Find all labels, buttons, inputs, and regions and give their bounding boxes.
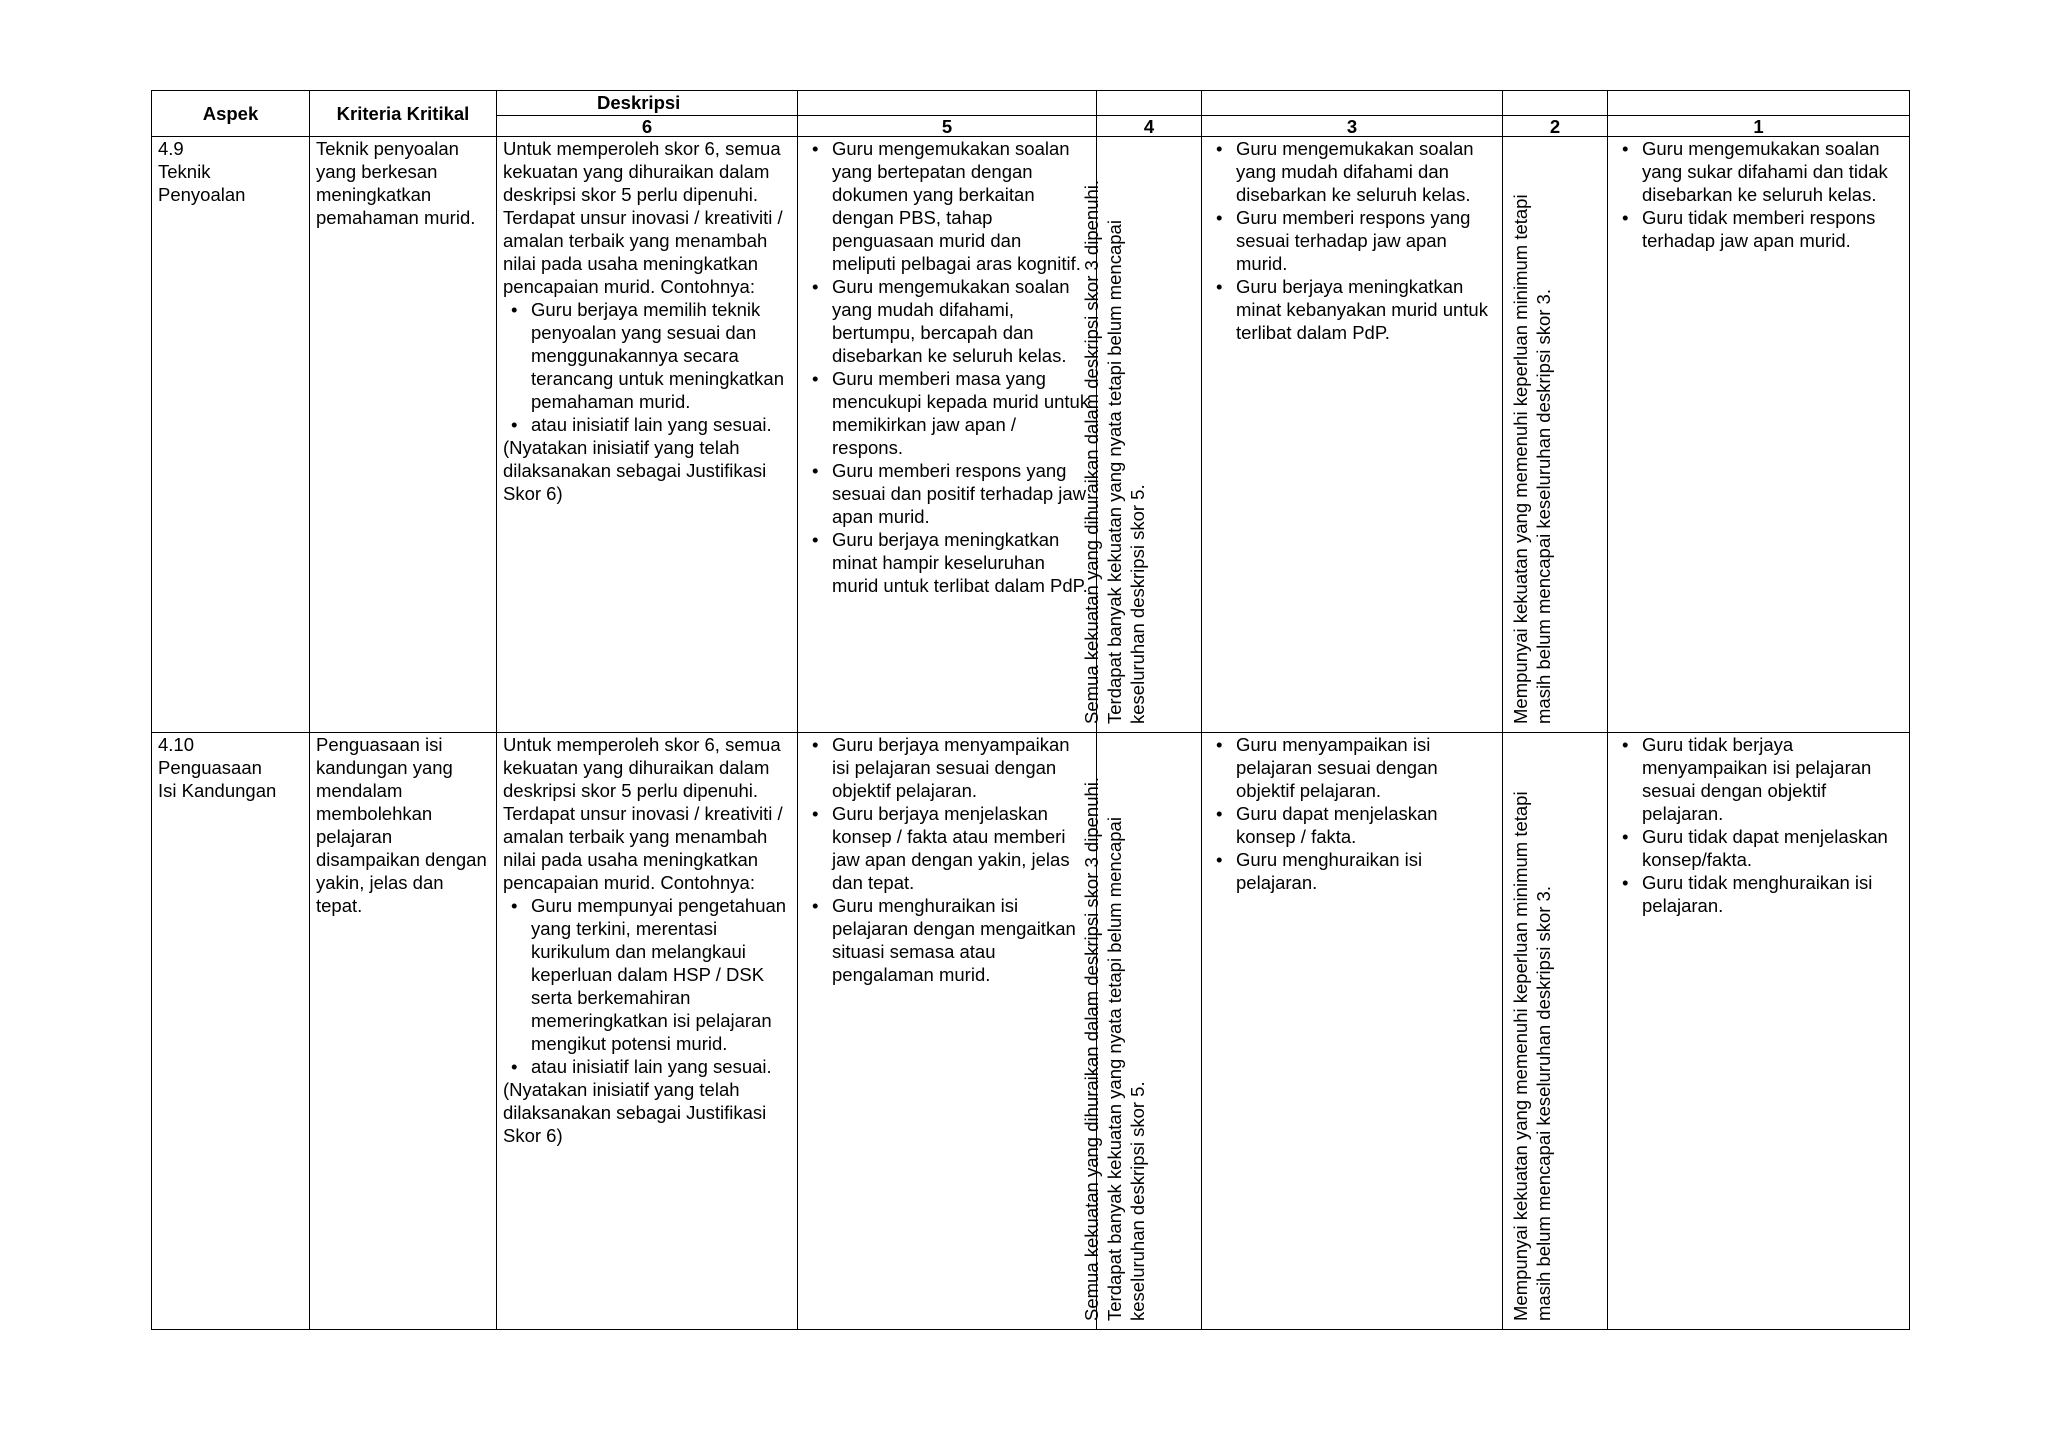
score-6-cell bbox=[497, 137, 798, 733]
list-item: • Guru mempunyai pengetahuan yang terkini, merentasi kurikulum dan melangkaui keperluan dalam HSP / DSK serta berkemahiran memeringkatkan isi pelajaran mengikut potensi murid. bbox=[531, 894, 791, 1055]
score-4-cell bbox=[1081, 137, 1202, 733]
score-3-list bbox=[1208, 137, 1496, 344]
score-3-cell bbox=[1202, 137, 1503, 733]
score-6-list bbox=[503, 298, 791, 436]
score-1-list bbox=[1614, 137, 1903, 252]
score-3: 3 bbox=[1202, 116, 1503, 137]
aspek-cell bbox=[152, 733, 310, 1330]
list-item: • Guru mengemukakan soalan yang mudah difahami, bertumpu, bercapah dan disebarkan ke seluruh kelas. bbox=[832, 275, 1090, 367]
score-5-list bbox=[804, 137, 1090, 597]
list-item: • Guru tidak dapat menjelaskan konsep/fakta. bbox=[1642, 825, 1903, 871]
list-item: • Guru memberi masa yang mencukupi kepada murid untuk memikirkan jaw apan / respons. bbox=[832, 367, 1090, 459]
score-6-cell bbox=[497, 733, 798, 1330]
list-item: • Guru tidak berjaya menyampaikan isi pelajaran sesuai dengan objektif pelajaran. bbox=[1642, 733, 1903, 825]
score-4-cell bbox=[1081, 733, 1202, 1330]
aspek-line: Isi Kandungan bbox=[158, 780, 277, 801]
header-blank bbox=[1503, 91, 1608, 116]
list-item: • Guru menyampaikan isi pelajaran sesuai dengan objektif pelajaran. bbox=[1236, 733, 1496, 802]
score-5-cell bbox=[798, 137, 1097, 733]
score-4: 4 bbox=[1097, 116, 1202, 137]
score-4-text: Semua kekuatan yang dihuraikan dalam deskripsi skor 3 dipenuhi. Terdapat banyak kekuatan yang nyata tetapi belum mencapai keseluruhan deskripsi skor 5. bbox=[1081, 179, 1148, 724]
aspek-cell bbox=[152, 137, 310, 733]
kriteria-text: Penguasaan isi kandungan yang mendalam membolehkan pelajaran disampaikan dengan yakin, jelas dan tepat. bbox=[316, 734, 487, 916]
kriteria-cell bbox=[310, 137, 497, 733]
list-item: • Guru mengemukakan soalan yang mudah difahami dan disebarkan ke seluruh kelas. bbox=[1236, 137, 1496, 206]
header-blank bbox=[1608, 91, 1910, 116]
kriteria-text: Teknik penyoalan yang berkesan meningkatkan pemahaman murid. bbox=[316, 138, 476, 228]
header-blank bbox=[798, 91, 1097, 116]
list-item: • Guru memberi respons yang sesuai dan positif terhadap jaw apan murid. bbox=[832, 459, 1090, 528]
score-3-list bbox=[1208, 733, 1496, 894]
list-item: • atau inisiatif lain yang sesuai. bbox=[531, 1055, 791, 1078]
score-3-cell bbox=[1202, 733, 1503, 1330]
list-item: • Guru memberi respons yang sesuai terhadap jaw apan murid. bbox=[1236, 206, 1496, 275]
header-row bbox=[152, 91, 1910, 116]
score-2-cell bbox=[1503, 137, 1608, 733]
aspek-line: Penyoalan bbox=[158, 184, 246, 205]
list-item: • Guru mengemukakan soalan yang bertepatan dengan dokumen yang berkaitan dengan PBS, tahap penguasaan murid dan meliputi pelbagai aras kognitif. bbox=[832, 137, 1090, 275]
list-item: • Guru berjaya meningkatkan minat kebanyakan murid untuk terlibat dalam PdP. bbox=[1236, 275, 1496, 344]
score-6-note: (Nyatakan inisiatif yang telah dilaksanakan sebagai Justifikasi Skor 6) bbox=[503, 437, 767, 504]
score-5-list bbox=[804, 733, 1090, 986]
score-2-cell bbox=[1503, 733, 1608, 1330]
score-2-text: Mempunyai kekuatan yang memenuhi keperluan minimum tetapi masih belum mencapai keseluruhan deskripsi skor 3. bbox=[1510, 194, 1554, 724]
header-aspek: Aspek bbox=[152, 91, 310, 137]
header-blank bbox=[1202, 91, 1503, 116]
list-item: • Guru dapat menjelaskan konsep / fakta. bbox=[1236, 802, 1496, 848]
list-item: • Guru menghuraikan isi pelajaran dengan mengaitkan situasi semasa atau pengalaman murid. bbox=[832, 894, 1090, 986]
score-2-text: Mempunyai kekuatan yang memenuhi keperluan minimum tetapi masih belum mencapai keseluruhan deskripsi skor 3. bbox=[1510, 791, 1554, 1321]
list-item: • Guru berjaya menyampaikan isi pelajaran sesuai dengan objektif pelajaran. bbox=[832, 733, 1090, 802]
score-5-cell bbox=[798, 733, 1097, 1330]
aspek-line: Teknik bbox=[158, 161, 211, 182]
kriteria-cell bbox=[310, 733, 497, 1330]
score-6-intro: Untuk memperoleh skor 6, semua kekuatan yang dihuraikan dalam deskripsi skor 5 perlu dipenuhi. Terdapat unsur inovasi / kreativiti / amalan terbaik yang menambah nilai pada usaha meningkatkan pencapaian murid. Contohnya: bbox=[503, 734, 783, 893]
score-1-cell bbox=[1608, 733, 1910, 1330]
list-item: • atau inisiatif lain yang sesuai. bbox=[531, 413, 791, 436]
score-6-intro: Untuk memperoleh skor 6, semua kekuatan yang dihuraikan dalam deskripsi skor 5 perlu dipenuhi. Terdapat unsur inovasi / kreativiti / amalan terbaik yang menambah nilai pada usaha meningkatkan pencapaian murid. Contohnya: bbox=[503, 138, 783, 297]
list-item: • Guru berjaya meningkatkan minat hampir keseluruhan murid untuk terlibat dalam PdP. bbox=[832, 528, 1090, 597]
list-item: • Guru berjaya memilih teknik penyoalan yang sesuai dan menggunakannya secara terancang untuk meningkatkan pemahaman murid. bbox=[531, 298, 791, 413]
score-6: 6 bbox=[497, 116, 798, 137]
list-item: • Guru berjaya menjelaskan konsep / fakta atau memberi jaw apan dengan yakin, jelas dan tepat. bbox=[832, 802, 1090, 894]
list-item: • Guru menghuraikan isi pelajaran. bbox=[1236, 848, 1496, 894]
aspek-line: Penguasaan bbox=[158, 757, 262, 778]
header-blank bbox=[1097, 91, 1202, 116]
list-item: • Guru tidak menghuraikan isi pelajaran. bbox=[1642, 871, 1903, 917]
table-row bbox=[152, 137, 1910, 733]
score-1: 1 bbox=[1608, 116, 1910, 137]
list-item: • Guru mengemukakan soalan yang sukar difahami dan tidak disebarkan ke seluruh kelas. bbox=[1642, 137, 1903, 206]
aspek-code: 4.10 bbox=[158, 734, 195, 755]
score-6-note: (Nyatakan inisiatif yang telah dilaksanakan sebagai Justifikasi Skor 6) bbox=[503, 1079, 767, 1146]
table-row bbox=[152, 733, 1910, 1330]
header-kriteria: Kriteria Kritikal bbox=[310, 91, 497, 137]
aspek-code: 4.9 bbox=[158, 138, 184, 159]
score-2: 2 bbox=[1503, 116, 1608, 137]
score-4-text: Semua kekuatan yang dihuraikan dalam deskripsi skor 3 dipenuhi. Terdapat banyak kekuatan yang nyata tetapi belum mencapai keseluruhan deskripsi skor 5. bbox=[1081, 776, 1148, 1321]
header-deskripsi: Deskripsi bbox=[497, 91, 798, 116]
list-item: • Guru tidak memberi respons terhadap jaw apan murid. bbox=[1642, 206, 1903, 252]
score-6-list bbox=[503, 894, 791, 1078]
score-5: 5 bbox=[798, 116, 1097, 137]
score-1-cell bbox=[1608, 137, 1910, 733]
rubric-table bbox=[151, 90, 1910, 1330]
score-1-list bbox=[1614, 733, 1903, 917]
